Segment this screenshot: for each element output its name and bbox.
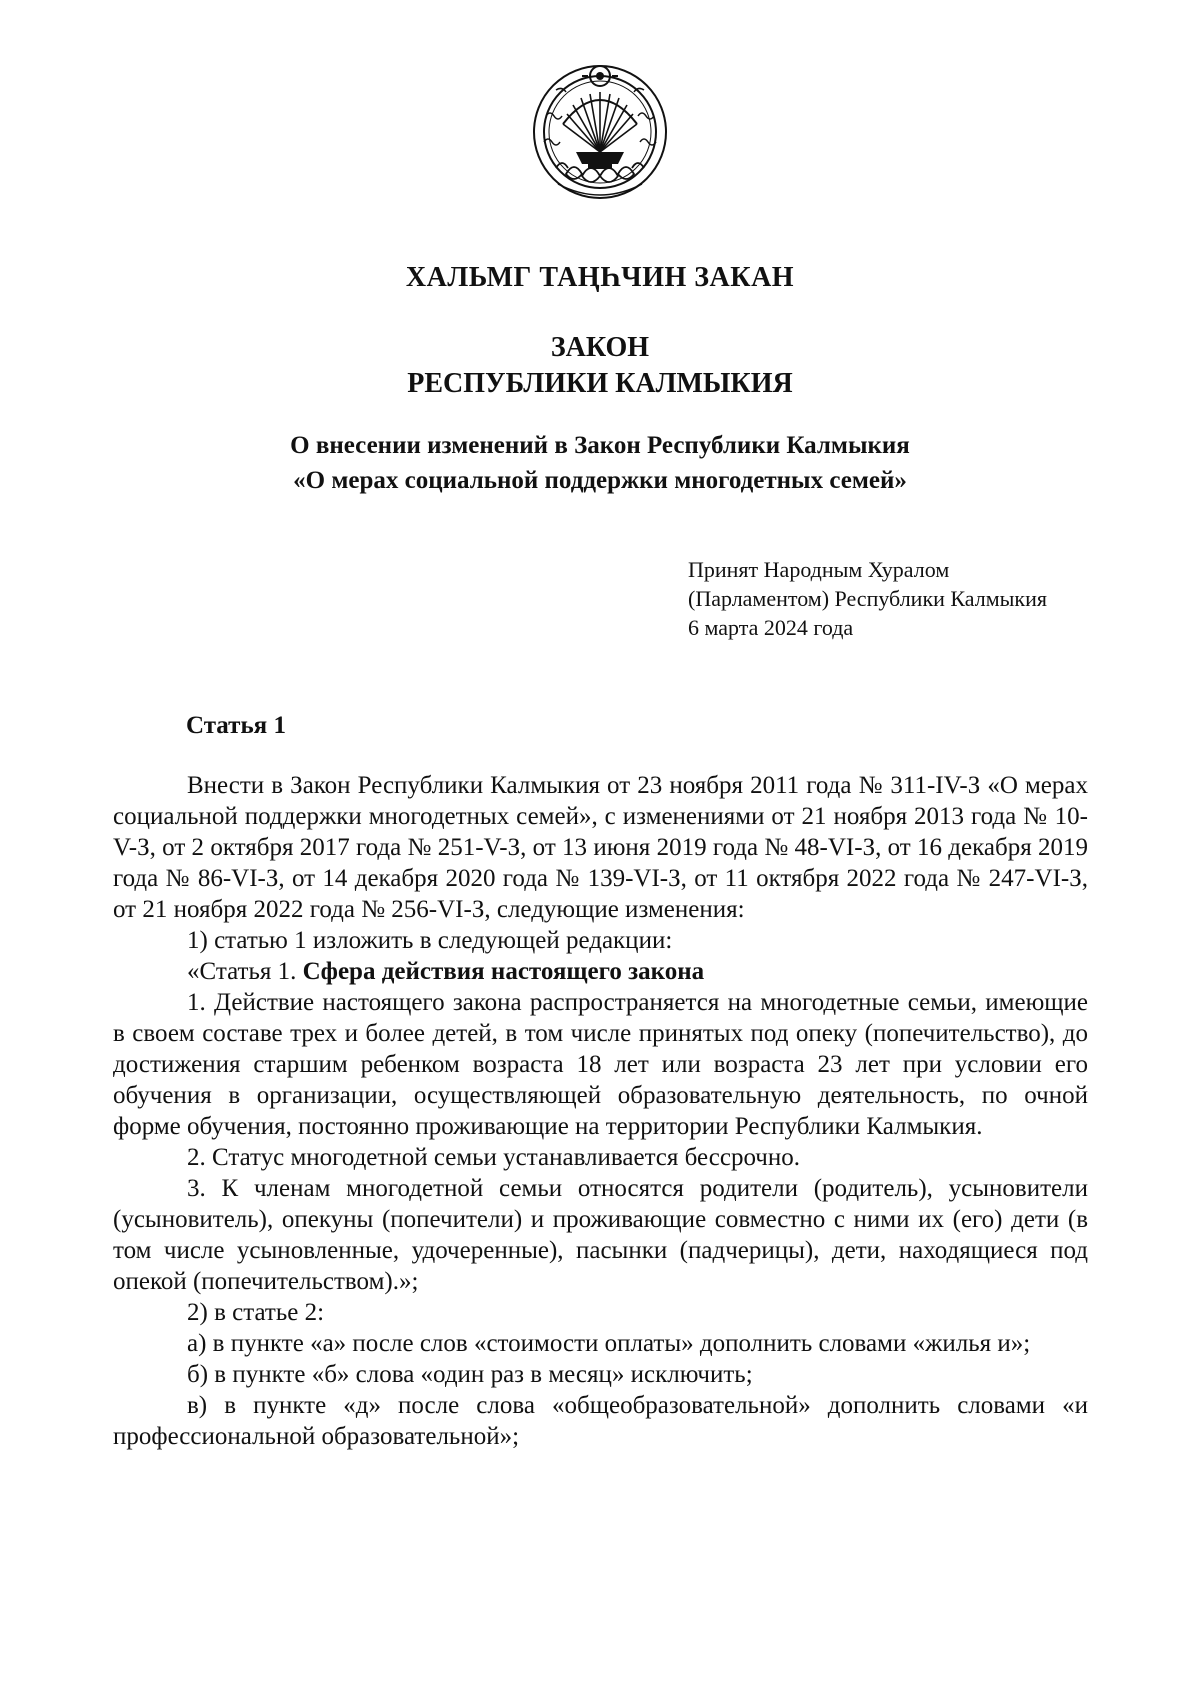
article-item-2: 2) в статье 2: [187,1299,325,1326]
article-heading: Статья 1 [186,712,286,739]
law-subject [0,428,1200,498]
quoted-paragraph-1: 1. Действие настоящего закона распространяется на многодетные семьи, имеющие в своем составе трех и более детей, в том числе принятых под опеку (попечительство), до достижения старшим ребенком возраста 18 лет или возраста 23 лет при условии его обучения в организации, осуществляющей образовательную деятельность, по очной форме обучения, постоянно проживающие на территории Республики Калмыкия. [113,989,1088,1140]
law-subject-line1: О внесении изменений в Закон Республики Калмыкия [290,432,910,459]
article-item-1: 1) статью 1 изложить в следующей редакции: [187,927,673,954]
law-title-line2: РЕСПУБЛИКИ КАЛМЫКИЯ [407,368,793,399]
adoption-note [688,555,1047,642]
law-subject-line2: «О мерах социальной поддержки многодетных семей» [293,467,907,494]
law-title-line1: ЗАКОН [550,332,650,363]
adoption-line1: Принят Народным Хуралом [688,557,950,582]
article-body [113,770,1088,1452]
quoted-paragraph-3: 3. К членам многодетной семьи относятся родители (родитель), усыновители (усыновитель), опекуны (попечители) и проживающие совместно с ними их (его) дети (в том числе усыновленные, удочеренные), пасынки (падчерицы), дети, находящиеся под опекой (попечительством).»; [113,1175,1088,1295]
kalmyk-title: ХАЛЬМГ ТАҢҺЧИН ЗАКАН [405,262,795,293]
kalmykia-coat-of-arms [526,56,674,214]
quoted-article-title: Сфера действия настоящего закона [302,958,705,985]
sub-item-b: б) в пункте «б» слова «один раз в месяц» исключить; [187,1361,753,1388]
quoted-paragraph-2: 2. Статус многодетной семьи устанавливается бессрочно. [187,1144,801,1171]
adoption-date: 6 марта 2024 года [688,615,854,640]
sub-item-a: а) в пункте «а» после слов «стоимости оплаты» дополнить словами «жилья и»; [187,1330,1031,1357]
law-title [0,330,1200,402]
quoted-article-prefix: «Статья 1. [187,958,303,985]
sub-item-v: в) в пункте «д» после слова «общеобразовательной» дополнить словами «и профессиональной образовательной»; [113,1392,1088,1450]
adoption-line2: (Парламентом) Республики Калмыкия [688,586,1048,611]
quoted-article-heading [113,956,1088,987]
article-intro: Внести в Закон Республики Калмыкия от 23 ноября 2011 года № 311-IV-З «О мерах социальной поддержки многодетных семей», с изменениями от 21 ноября 2013 года № 10-V-З, от 2 октября 2017 года № 251-V-З, от 13 июня 2019 года № 48-VI-З, от 16 декабря 2019 года № 86-VI-З, от 14 декабря 2020 года № 139-VI-З, от 11 октября 2022 года № 247-VI-З, от 21 ноября 2022 года № 256-VI-З, следующие изменения: [113,772,1088,923]
